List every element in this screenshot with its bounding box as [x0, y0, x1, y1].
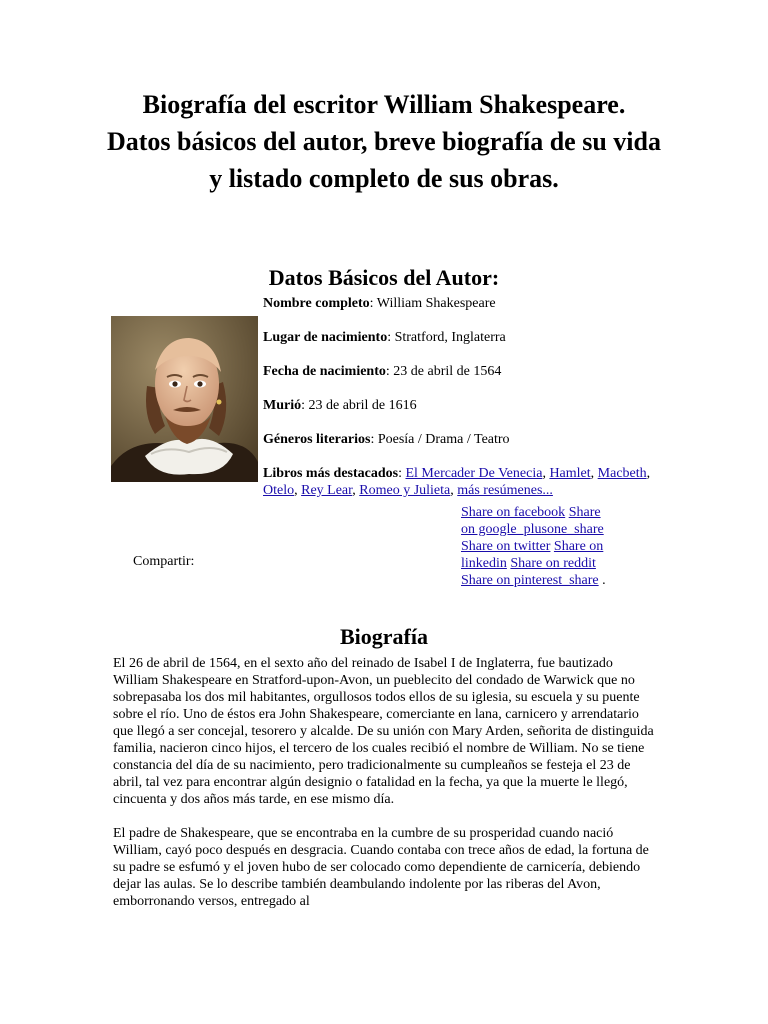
- author-facts: [263, 295, 683, 516]
- fact-label: Géneros literarios: [263, 432, 371, 447]
- link-hamlet[interactable]: Hamlet: [549, 466, 591, 481]
- bio-paragraph-1: El 26 de abril de 1564, en el sexto año del reinado de Isabel I de Inglaterra, fue bautizado William Shakespeare en Stratford-upon-Avon, un pueblecito del condado de Warwick que no sobrepasaba los dos mil habitantes, orgullosos todos ellos de su iglesia, su escuela y su puente sobre el río. Uno de éstos era John Shakespeare, comerciante en lana, carnicero y arrendatario que llegó a ser concejal, tesorero y alcalde. De su unión con Mary Arden, señorita de distinguida familia, nacieron cinco hijos, el tercero de los cuales recibió el nombre de William. No se tiene constancia del día de su nacimiento, pero tradicionalmente su cumpleaños se festeja el 23 de abril, tal vez para encontrar algún designio o fatalidad en la fecha, ya que la muerte le llegó, cincuenta y dos años más tarde, en ese mismo día.: [113, 656, 654, 807]
- biografia-text: [113, 655, 658, 927]
- share-reddit-link[interactable]: Share on reddit: [510, 556, 596, 571]
- fact-label: Lugar de nacimiento: [263, 330, 388, 345]
- author-portrait: [111, 316, 258, 482]
- fact-value: : 23 de abril de 1616: [301, 398, 417, 413]
- share-label: Compartir:: [133, 554, 195, 569]
- fact-value: : 23 de abril de 1564: [385, 364, 502, 379]
- fact-label: Murió: [263, 398, 302, 413]
- share-twitter-link[interactable]: Share on twitter: [461, 539, 551, 554]
- bio-paragraph-2: El padre de Shakespeare, que se encontraba en la cumbre de su prosperidad cuando nació William, cayó poco después en desgracia. Cuando contaba con trece años de edad, la fortuna de su padre se esfumó y el joven hubo de ser colocado como dependiente de carnicería, debiendo dejar las aulas. Se lo describe también deambulando indolente por las riberas del Avon, emborronando versos, entregado al: [113, 826, 649, 909]
- fact-label: Libros más destacados: [263, 466, 399, 481]
- link-mercader-de-venecia[interactable]: El Mercader De Venecia: [405, 466, 543, 481]
- fact-nombre-completo: [263, 295, 683, 312]
- link-macbeth[interactable]: Macbeth: [597, 466, 647, 481]
- link-mas-resumenes[interactable]: más resúmenes...: [457, 483, 553, 498]
- share-linkedin-link[interactable]: Share on linkedin: [461, 539, 604, 571]
- fact-fecha-nacimiento: [263, 363, 683, 380]
- fact-label: Fecha de nacimiento: [263, 364, 386, 379]
- fact-separator: :: [398, 466, 406, 481]
- fact-value: : Poesía / Drama / Teatro: [370, 432, 510, 447]
- share-links: [461, 504, 611, 589]
- fact-value: : William Shakespeare: [369, 296, 496, 311]
- fact-murio: [263, 397, 683, 414]
- link-otelo[interactable]: Otelo: [263, 483, 295, 498]
- link-rey-lear[interactable]: Rey Lear: [301, 483, 353, 498]
- share-end-punctuation: .: [598, 573, 606, 588]
- datos-basicos-heading: Datos Básicos del Autor:: [268, 265, 500, 290]
- fact-libros-destacados: Libros más destacados: El Mercader De Venecia, Hamlet, Macbeth, Otelo, Rey Lear, Romeo y Julieta, más resúmenes...: [263, 466, 651, 498]
- share-pinterest-link[interactable]: Share on pinterest_share: [461, 573, 599, 588]
- page-title: [100, 86, 668, 197]
- link-romeo-y-julieta[interactable]: Romeo y Julieta: [359, 483, 451, 498]
- biografia-heading: Biografía: [340, 624, 428, 649]
- fact-lugar-nacimiento: [263, 329, 683, 346]
- share-facebook-link[interactable]: Share on facebook: [461, 505, 566, 520]
- page-title-line-2: Datos básicos del autor, breve biografía de su vida y listado completo de sus obras.: [107, 127, 661, 193]
- fact-label: Nombre completo: [263, 296, 370, 311]
- share-google-plusone-link[interactable]: Share on google_plusone_share: [461, 505, 604, 537]
- page-title-line-1: Biografía del escritor William Shakespeare.: [142, 90, 626, 119]
- portrait-image: [111, 316, 258, 482]
- fact-value: : Stratford, Inglaterra: [387, 330, 506, 345]
- fact-generos-literarios: [263, 431, 683, 448]
